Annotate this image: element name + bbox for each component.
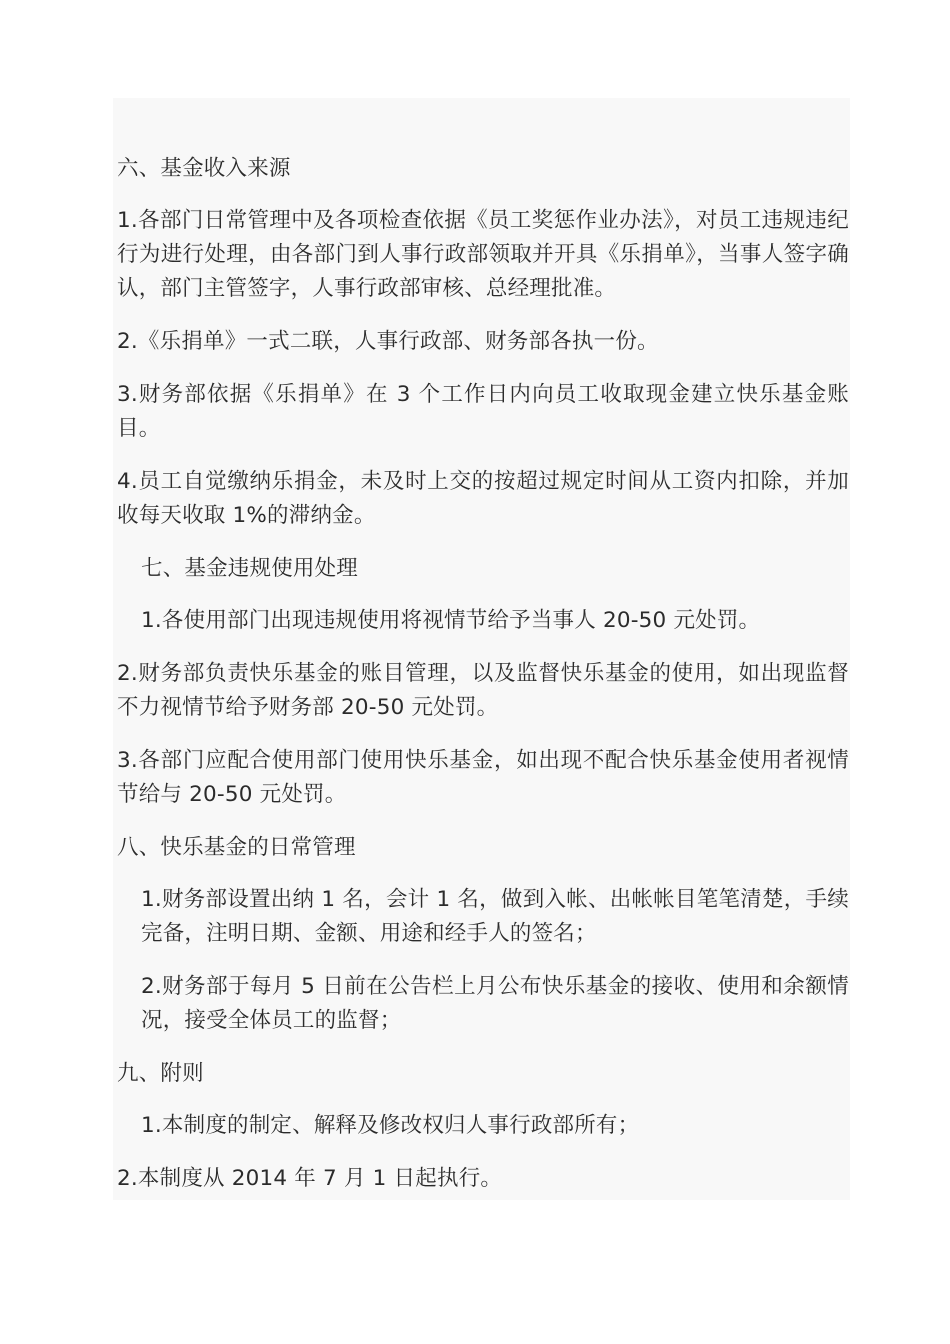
income-item-2: 2.《乐捐单》一式二联，人事行政部、财务部各执一份。 (117, 329, 659, 354)
section-heading-supplementary: 九、附则 (117, 1061, 204, 1086)
supplementary-item-1: 1.本制度的制定、解释及修改权归人事行政部所有； (141, 1113, 640, 1138)
violation-item-1: 1.各使用部门出现违规使用将视情节给予当事人 20-50 元处罚。 (141, 608, 761, 633)
income-item-1: 1.各部门日常管理中及各项检查依据《员工奖惩作业办法》，对员工违规违纪行为进行处理，由各部门到人事行政部领取并开具《乐捐单》，当事人签字确认，部门主管签字，人事行政部审核、总经理批准。 (117, 208, 849, 301)
management-item-1: 1.财务部设置出纳 1 名，会计 1 名，做到入帐、出帐帐目笔笔清楚，手续完备，注明日期、金额、用途和经手人的签名； (141, 887, 849, 946)
management-item-2: 2.财务部于每月 5 日前在公告栏上月公布快乐基金的接收、使用和余额情况，接受全体员工的监督； (141, 974, 849, 1033)
document-body (117, 152, 849, 1215)
section-heading-daily-management: 八、快乐基金的日常管理 (117, 835, 356, 860)
section-heading-fund-income: 六、基金收入来源 (117, 156, 291, 181)
section-heading-violation: 七、基金违规使用处理 (141, 556, 359, 581)
violation-item-3: 3.各部门应配合使用部门使用快乐基金，如出现不配合快乐基金使用者视情节给与 20-50 元处罚。 (117, 748, 849, 807)
income-item-3: 3.财务部依据《乐捐单》在 3 个工作日内向员工收取现金建立快乐基金账目。 (117, 382, 849, 441)
income-item-4: 4.员工自觉缴纳乐捐金，未及时上交的按超过规定时间从工资内扣除，并加收每天收取 1%的滞纳金。 (117, 469, 849, 528)
supplementary-item-2: 2.本制度从 2014 年 7 月 1 日起执行。 (117, 1166, 503, 1191)
violation-item-2: 2.财务部负责快乐基金的账目管理，以及监督快乐基金的使用，如出现监督不力视情节给予财务部 20-50 元处罚。 (117, 661, 849, 720)
